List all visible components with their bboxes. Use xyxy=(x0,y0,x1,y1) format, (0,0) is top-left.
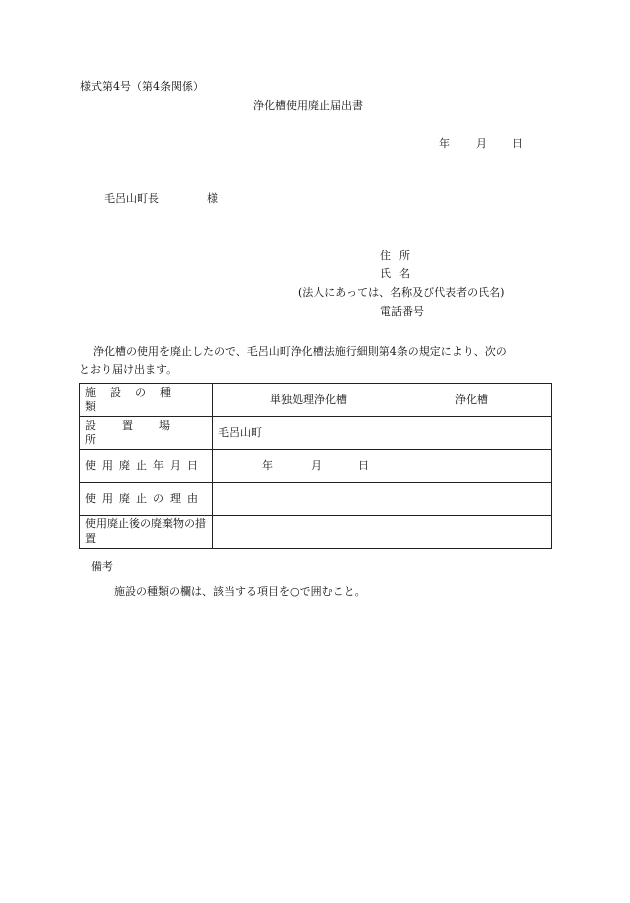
table-row-reason xyxy=(80,483,552,516)
addressee-honorific: 様 xyxy=(207,192,218,205)
waste-measure-value[interactable] xyxy=(213,516,552,549)
facility-type-label-text: 施設の種類 xyxy=(85,385,185,413)
waste-measure-label-text: 使用廃止後の廃棄物の措置 xyxy=(85,517,206,545)
discontinue-date-value[interactable] xyxy=(213,450,552,483)
name-label: 氏名 xyxy=(380,267,418,280)
phone-label: 電話番号 xyxy=(380,305,424,318)
facility-type-option-single[interactable]: 単独処理浄化槽 xyxy=(270,392,347,406)
discontinue-date-year: 年 xyxy=(262,458,273,472)
location-label-text: 設置場所 xyxy=(85,418,196,446)
body-text-line-2: とおり届け出ます。 xyxy=(79,363,178,376)
corporate-note: (法人にあっては、名称及び代表者の氏名) xyxy=(298,286,505,299)
discontinue-date-month: 月 xyxy=(311,458,322,472)
body-text-line-1: 浄化槽の使用を廃止したので、毛呂山町浄化槽法施行細則第4条の規定により、次の xyxy=(93,345,507,358)
waste-measure-label xyxy=(80,516,213,549)
date-month-label: 月 xyxy=(476,137,487,150)
document-title: 浄化槽使用廃止届出書 xyxy=(253,99,363,112)
reason-label-text: 使用廃止の理由 xyxy=(85,491,204,505)
location-value-text: 毛呂山町 xyxy=(218,425,262,439)
form-number: 様式第4号（第4条関係） xyxy=(80,80,204,93)
remarks-text: 施設の種類の欄は、該当する項目を○で囲むこと。 xyxy=(114,585,366,598)
addressee-name: 毛呂山町長 xyxy=(104,192,159,205)
date-year-label: 年 xyxy=(439,137,450,150)
facility-type-value[interactable] xyxy=(213,384,552,417)
location-label xyxy=(80,417,213,450)
discontinue-date-label-text: 使用廃止年月日 xyxy=(85,458,204,472)
discontinue-date-label xyxy=(80,450,213,483)
reason-label xyxy=(80,483,213,516)
remarks-title: 備考 xyxy=(91,560,113,573)
table-row-location xyxy=(80,417,552,450)
date-day-label: 日 xyxy=(512,137,523,150)
table-row-facility-type xyxy=(80,384,552,417)
address-label: 住所 xyxy=(380,249,418,262)
notification-table xyxy=(79,383,552,549)
table-row-discontinue-date xyxy=(80,450,552,483)
discontinue-date-day: 日 xyxy=(358,458,369,472)
table-row-waste-measure xyxy=(80,516,552,549)
facility-type-option-combined[interactable]: 浄化槽 xyxy=(455,392,488,406)
facility-type-label xyxy=(80,384,213,417)
reason-value[interactable] xyxy=(213,483,552,516)
location-value[interactable] xyxy=(213,417,552,450)
